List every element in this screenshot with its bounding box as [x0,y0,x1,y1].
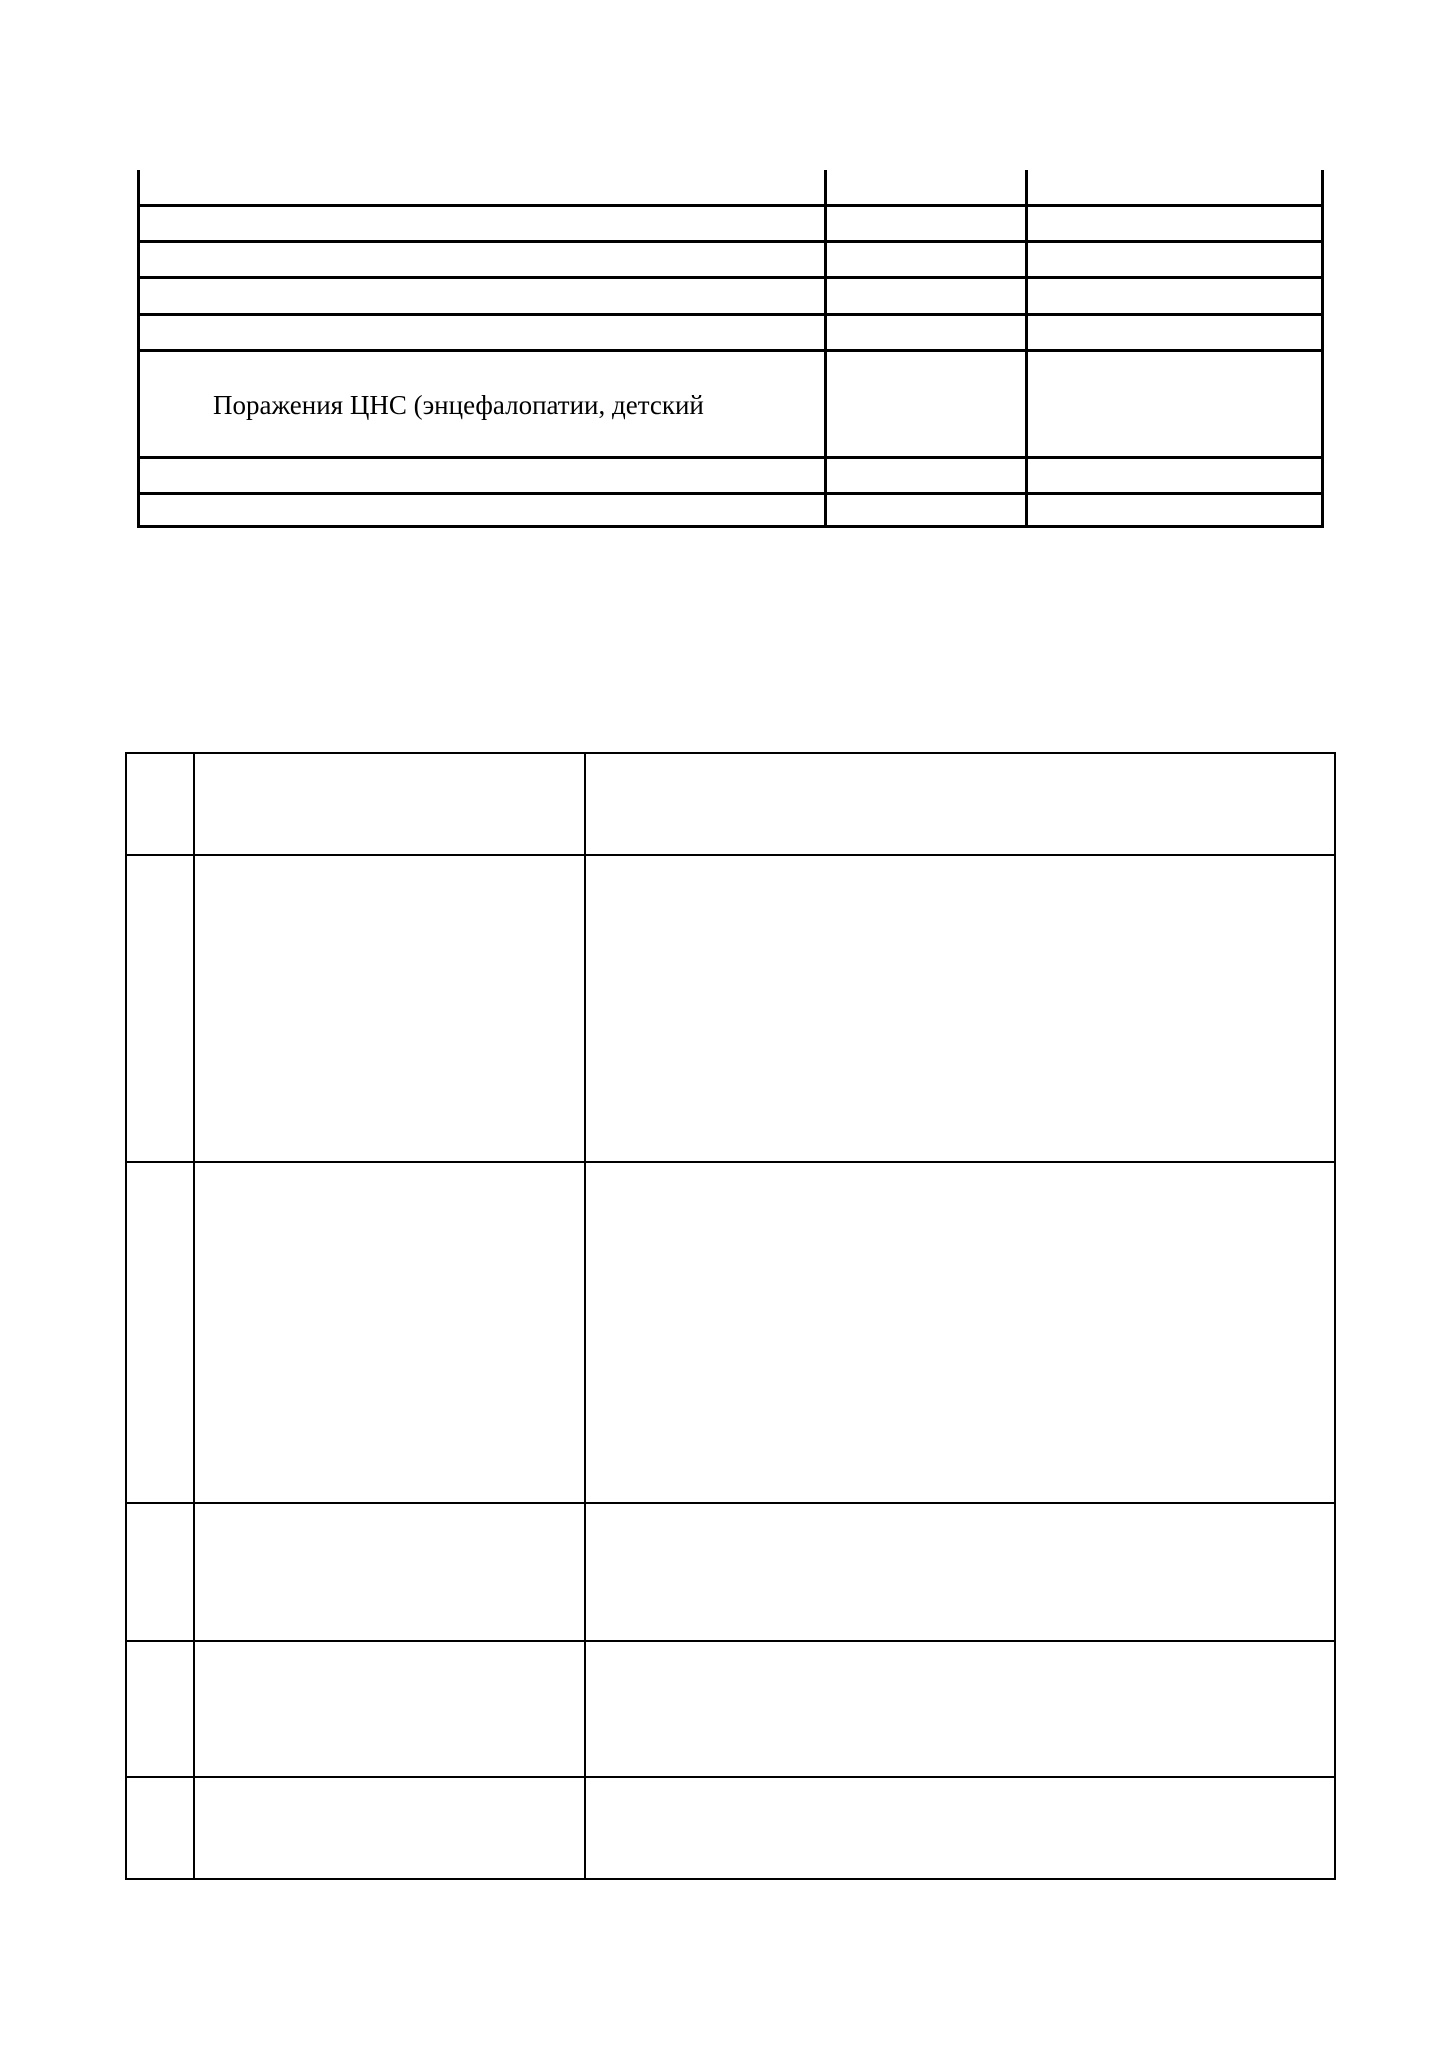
bottom-table-vline-left [125,752,127,1880]
top-table-hline [137,313,1324,316]
bottom-table [125,752,1336,1880]
bottom-table-vline-right [1334,752,1336,1880]
top-table-hline-bottom [137,525,1324,528]
bottom-table-vline-col1 [193,752,195,1880]
bottom-table-hline [125,1640,1336,1642]
bottom-table-hline-top [125,752,1336,754]
top-table-hline [137,456,1324,459]
bottom-table-hline-bottom [125,1878,1336,1880]
top-table-hline [137,349,1324,352]
top-table-hline [137,240,1324,243]
top-table [137,170,1324,528]
top-table-hline [137,204,1324,207]
bottom-table-vline-col2 [584,752,586,1880]
bottom-table-hline [125,854,1336,856]
bottom-table-hline [125,1502,1336,1504]
bottom-table-hline [125,1161,1336,1163]
top-table-hline [137,492,1324,495]
top-table-hline [137,276,1324,279]
bottom-table-hline [125,1776,1336,1778]
table-cell-diagnosis: Поражения ЦНС (энцефалопатии, детский [213,390,704,420]
